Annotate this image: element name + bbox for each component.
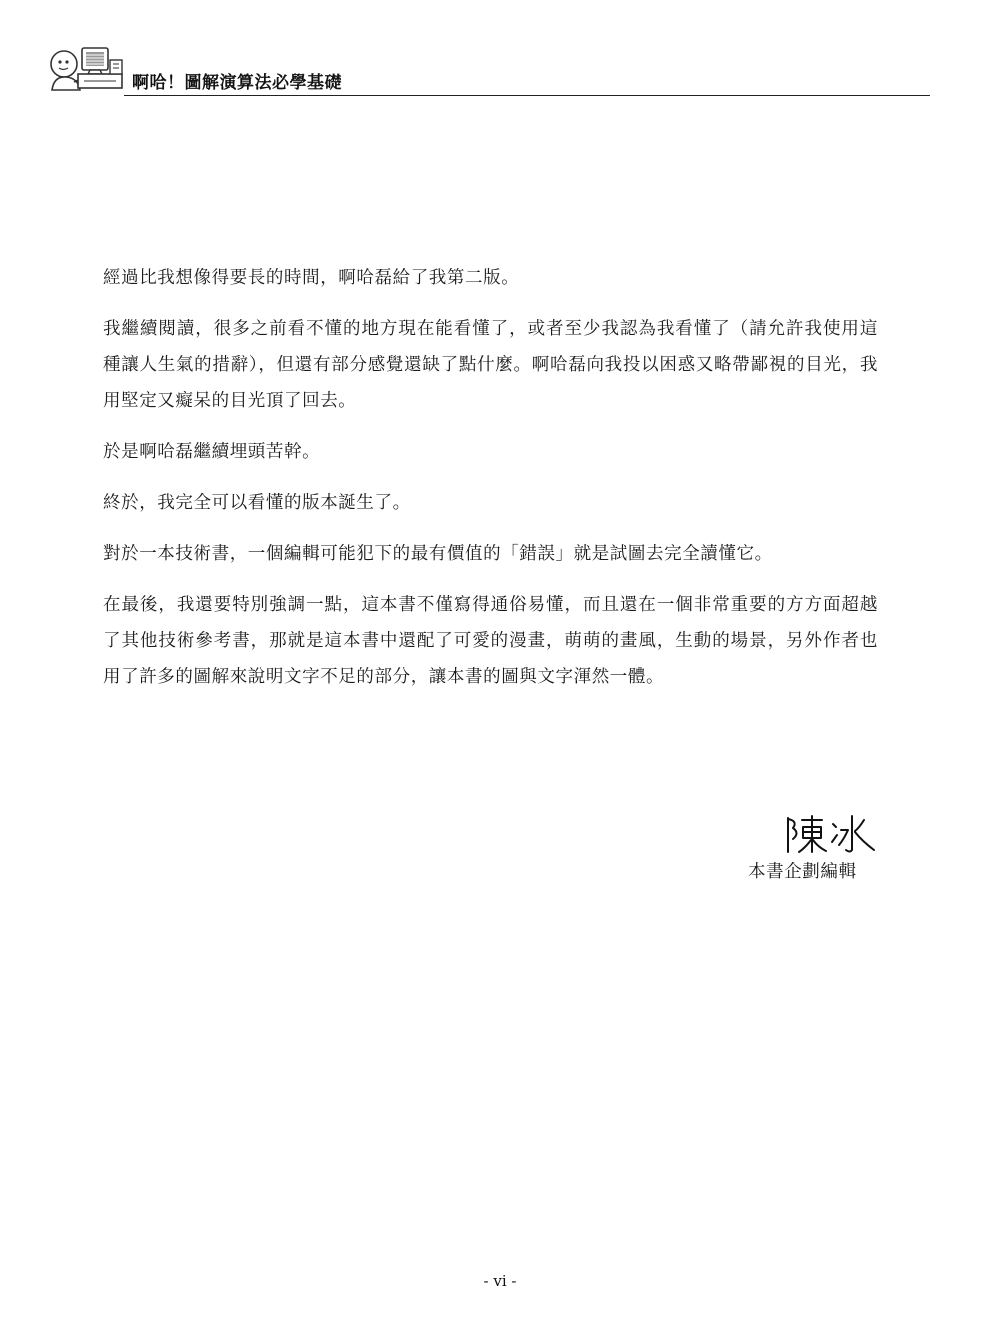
paragraph: 於是啊哈磊繼續埋頭苦幹。 bbox=[103, 442, 321, 462]
page-header bbox=[44, 40, 930, 98]
paragraph: 在最後，我還要特別強調一點，這本書不僅寫得通俗易懂，而且還在一個非常重要的方方面超越了其他技術參考書，那就是這本書中還配了可愛的漫畫，萌萌的畫風，生動的場景，另外作者也用了許多的圖解來說明文字不足的部分，讓本書的圖與文字渾然一體。 bbox=[103, 595, 878, 687]
header-divider bbox=[124, 95, 930, 96]
running-header-title: 啊哈！圖解演算法必學基礎 bbox=[132, 73, 342, 93]
page-number: - vi - bbox=[483, 1272, 517, 1290]
paragraph: 終於，我完全可以看懂的版本誕生了。 bbox=[103, 493, 411, 513]
paragraph: 對於一本技術書，一個編輯可能犯下的最有價值的「錯誤」就是試圖去完全讀懂它。 bbox=[103, 544, 773, 564]
mascot-at-computer-icon bbox=[44, 40, 134, 96]
handwritten-signature bbox=[740, 808, 880, 860]
paragraph: 我繼續閱讀，很多之前看不懂的地方現在能看懂了，或者至少我認為我看懂了（請允許我使用這種讓人生氣的措辭），但還有部分感覺還缺了點什麼。啊哈磊向我投以困惑又略帶鄙視的目光，我用堅定又癡呆的目光頂了回去。 bbox=[103, 319, 878, 411]
signer-title: 本書企劃編輯 bbox=[748, 862, 857, 882]
paragraph: 經過比我想像得要長的時間，啊哈磊給了我第二版。 bbox=[103, 268, 520, 288]
body-text bbox=[103, 260, 878, 710]
